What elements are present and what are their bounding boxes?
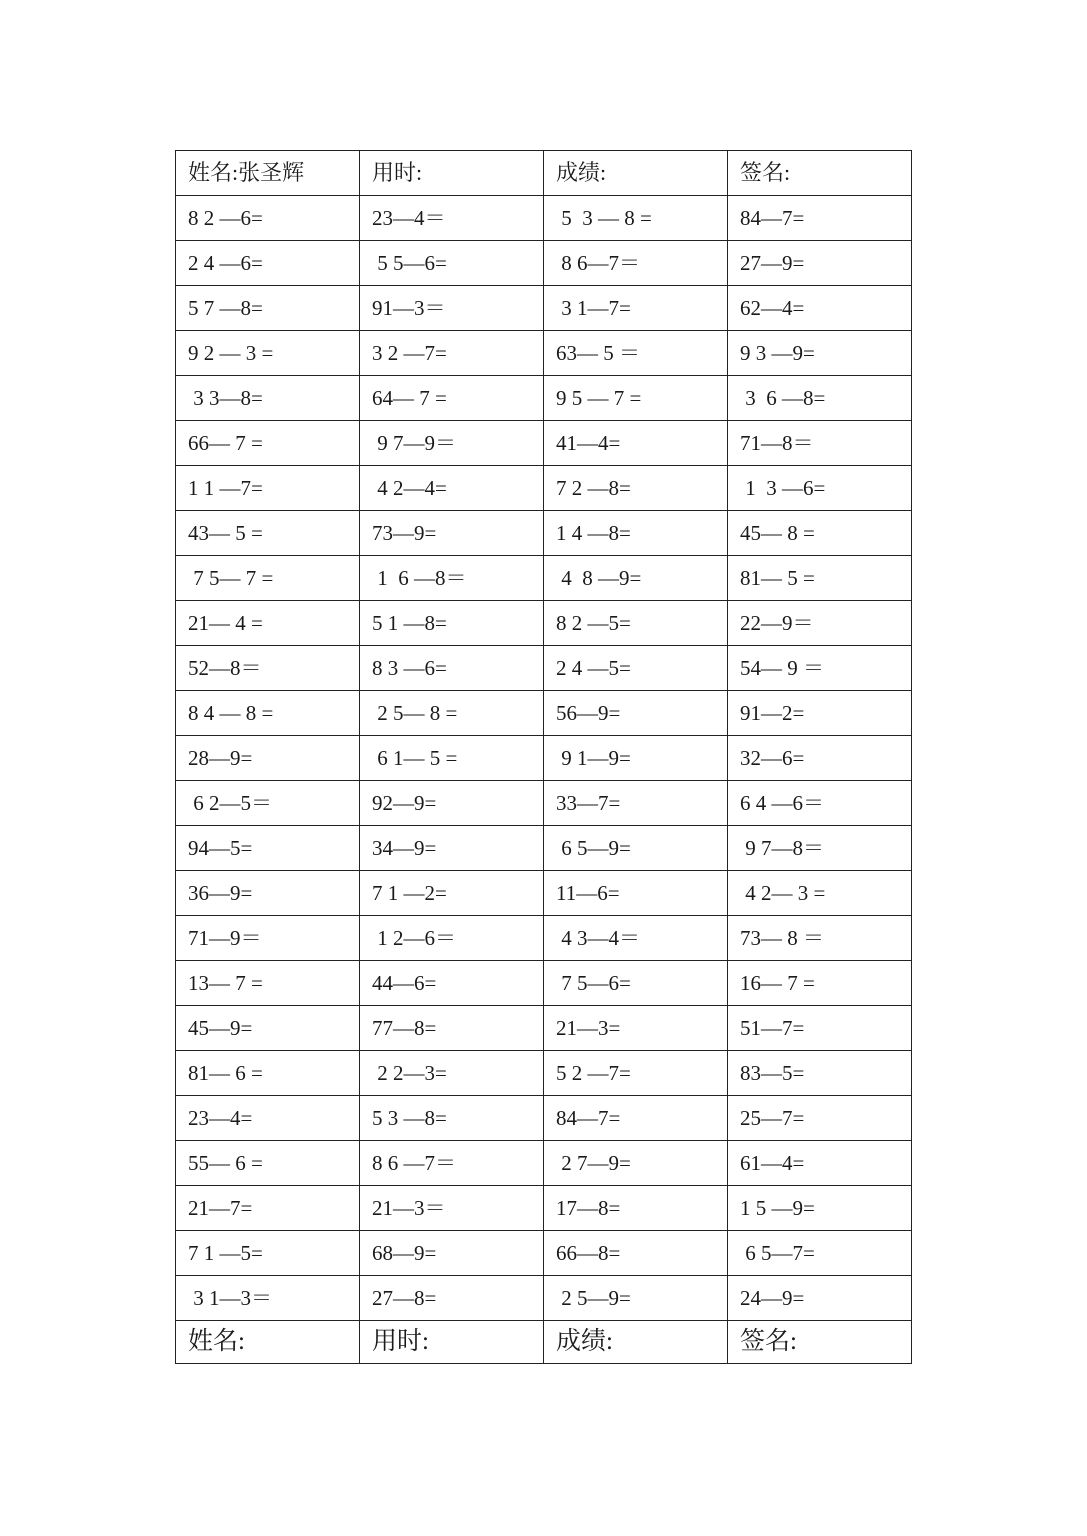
problem-row (176, 646, 912, 691)
subtraction-problem: 21—3＝ (360, 1186, 544, 1231)
time-field-label: 用时: (360, 1321, 544, 1364)
subtraction-problem: 6 2—5＝ (176, 781, 360, 826)
problem-row (176, 916, 912, 961)
problem-row (176, 556, 912, 601)
subtraction-problem: 4 2—4= (360, 466, 544, 511)
problem-row (176, 961, 912, 1006)
subtraction-problem: 28—9= (176, 736, 360, 781)
subtraction-problem: 1 5 —9= (728, 1186, 912, 1231)
subtraction-problem: 8 6 —7＝ (360, 1141, 544, 1186)
subtraction-problem: 8 4 — 8 = (176, 691, 360, 736)
problem-row (176, 1276, 912, 1321)
score-field-label: 成绩: (544, 1321, 728, 1364)
subtraction-problem: 7 1 —5= (176, 1231, 360, 1276)
subtraction-problem: 22—9＝ (728, 601, 912, 646)
subtraction-problem: 27—9= (728, 241, 912, 286)
problem-row (176, 286, 912, 331)
subtraction-problem: 2 5—9= (544, 1276, 728, 1321)
subtraction-problem: 1 2—6＝ (360, 916, 544, 961)
subtraction-problem: 43— 5 = (176, 511, 360, 556)
subtraction-problem: 33—7= (544, 781, 728, 826)
subtraction-problem: 7 1 —2= (360, 871, 544, 916)
subtraction-problem: 52—8＝ (176, 646, 360, 691)
score-field-label: 成绩: (544, 151, 728, 196)
subtraction-problem: 21—7= (176, 1186, 360, 1231)
problem-row (176, 331, 912, 376)
subtraction-problem: 9 3 —9= (728, 331, 912, 376)
problem-row (176, 1186, 912, 1231)
subtraction-problem: 16— 7 = (728, 961, 912, 1006)
subtraction-problem: 91—3＝ (360, 286, 544, 331)
subtraction-problem: 11—6= (544, 871, 728, 916)
subtraction-problem: 13— 7 = (176, 961, 360, 1006)
subtraction-problem: 54— 9 ＝ (728, 646, 912, 691)
problem-row (176, 736, 912, 781)
subtraction-problem: 4 2— 3 = (728, 871, 912, 916)
subtraction-problem: 25—7= (728, 1096, 912, 1141)
subtraction-problem: 41—4= (544, 421, 728, 466)
subtraction-problem: 2 5— 8 = (360, 691, 544, 736)
subtraction-problem: 1 4 —8= (544, 511, 728, 556)
subtraction-problem: 5 7 —8= (176, 286, 360, 331)
subtraction-problem: 5 3 — 8 = (544, 196, 728, 241)
worksheet-body (176, 151, 912, 1364)
subtraction-problem: 8 6—7＝ (544, 241, 728, 286)
subtraction-problem: 51—7= (728, 1006, 912, 1051)
name-field-label: 姓名: (176, 1321, 360, 1364)
subtraction-problem: 9 7—8＝ (728, 826, 912, 871)
subtraction-problem: 34—9= (360, 826, 544, 871)
subtraction-problem: 45— 8 = (728, 511, 912, 556)
subtraction-problem: 61—4= (728, 1141, 912, 1186)
subtraction-problem: 55— 6 = (176, 1141, 360, 1186)
subtraction-problem: 6 5—9= (544, 826, 728, 871)
signature-field-label: 签名: (728, 151, 912, 196)
subtraction-problem: 77—8= (360, 1006, 544, 1051)
subtraction-problem: 3 1—3＝ (176, 1276, 360, 1321)
subtraction-problem: 7 2 —8= (544, 466, 728, 511)
problem-row (176, 196, 912, 241)
footer-row (176, 1321, 912, 1364)
subtraction-problem: 71—8＝ (728, 421, 912, 466)
subtraction-problem: 3 3—8= (176, 376, 360, 421)
subtraction-problem: 1 6 —8＝ (360, 556, 544, 601)
subtraction-problem: 9 2 — 3 = (176, 331, 360, 376)
subtraction-problem: 4 3—4＝ (544, 916, 728, 961)
problem-row (176, 1141, 912, 1186)
subtraction-problem: 5 5—6= (360, 241, 544, 286)
subtraction-problem: 92—9= (360, 781, 544, 826)
problem-row (176, 691, 912, 736)
problem-row (176, 826, 912, 871)
subtraction-problem: 64— 7 = (360, 376, 544, 421)
time-field-label: 用时: (360, 151, 544, 196)
problem-row (176, 466, 912, 511)
subtraction-problem: 8 2 —5= (544, 601, 728, 646)
subtraction-problem: 62—4= (728, 286, 912, 331)
subtraction-problem: 84—7= (728, 196, 912, 241)
subtraction-problem: 9 1—9= (544, 736, 728, 781)
subtraction-problem: 9 5 — 7 = (544, 376, 728, 421)
problem-row (176, 421, 912, 466)
subtraction-problem: 66— 7 = (176, 421, 360, 466)
subtraction-problem: 9 7—9＝ (360, 421, 544, 466)
subtraction-problem: 21— 4 = (176, 601, 360, 646)
subtraction-problem: 1 3 —6= (728, 466, 912, 511)
subtraction-problem: 94—5= (176, 826, 360, 871)
subtraction-problem: 56—9= (544, 691, 728, 736)
subtraction-problem: 2 4 —5= (544, 646, 728, 691)
problem-row (176, 1006, 912, 1051)
subtraction-problem: 3 2 —7= (360, 331, 544, 376)
subtraction-problem: 8 2 —6= (176, 196, 360, 241)
subtraction-problem: 4 8 —9= (544, 556, 728, 601)
subtraction-problem: 63— 5 ＝ (544, 331, 728, 376)
subtraction-problem: 5 3 —8= (360, 1096, 544, 1141)
problem-row (176, 601, 912, 646)
problem-row (176, 871, 912, 916)
subtraction-problem: 7 5— 7 = (176, 556, 360, 601)
subtraction-problem: 23—4= (176, 1096, 360, 1141)
subtraction-problem: 45—9= (176, 1006, 360, 1051)
problem-row (176, 1231, 912, 1276)
subtraction-problem: 5 2 —7= (544, 1051, 728, 1096)
subtraction-problem: 91—2= (728, 691, 912, 736)
subtraction-problem: 6 1— 5 = (360, 736, 544, 781)
subtraction-problem: 17—8= (544, 1186, 728, 1231)
subtraction-problem: 27—8= (360, 1276, 544, 1321)
subtraction-problem: 21—3= (544, 1006, 728, 1051)
subtraction-problem: 73—9= (360, 511, 544, 556)
signature-field-label: 签名: (728, 1321, 912, 1364)
subtraction-problem: 1 1 —7= (176, 466, 360, 511)
subtraction-problem: 36—9= (176, 871, 360, 916)
subtraction-problem: 68—9= (360, 1231, 544, 1276)
subtraction-problem: 2 2—3= (360, 1051, 544, 1096)
subtraction-problem: 6 4 —6＝ (728, 781, 912, 826)
problem-row (176, 241, 912, 286)
header-row (176, 151, 912, 196)
problem-row (176, 1096, 912, 1141)
subtraction-worksheet-table (175, 150, 912, 1364)
subtraction-problem: 7 5—6= (544, 961, 728, 1006)
subtraction-problem: 8 3 —6= (360, 646, 544, 691)
problem-row (176, 511, 912, 556)
subtraction-problem: 6 5—7= (728, 1231, 912, 1276)
subtraction-problem: 81— 6 = (176, 1051, 360, 1096)
subtraction-problem: 3 1—7= (544, 286, 728, 331)
subtraction-problem: 81— 5 = (728, 556, 912, 601)
subtraction-problem: 66—8= (544, 1231, 728, 1276)
subtraction-problem: 2 4 —6= (176, 241, 360, 286)
subtraction-problem: 73— 8 ＝ (728, 916, 912, 961)
subtraction-problem: 83—5= (728, 1051, 912, 1096)
problem-row (176, 1051, 912, 1096)
subtraction-problem: 44—6= (360, 961, 544, 1006)
subtraction-problem: 5 1 —8= (360, 601, 544, 646)
problem-row (176, 376, 912, 421)
name-field-label: 姓名:张圣辉 (176, 151, 360, 196)
subtraction-problem: 24—9= (728, 1276, 912, 1321)
subtraction-problem: 84—7= (544, 1096, 728, 1141)
subtraction-problem: 2 7—9= (544, 1141, 728, 1186)
subtraction-problem: 71—9＝ (176, 916, 360, 961)
subtraction-problem: 3 6 —8= (728, 376, 912, 421)
subtraction-problem: 23—4＝ (360, 196, 544, 241)
problem-row (176, 781, 912, 826)
subtraction-problem: 32—6= (728, 736, 912, 781)
